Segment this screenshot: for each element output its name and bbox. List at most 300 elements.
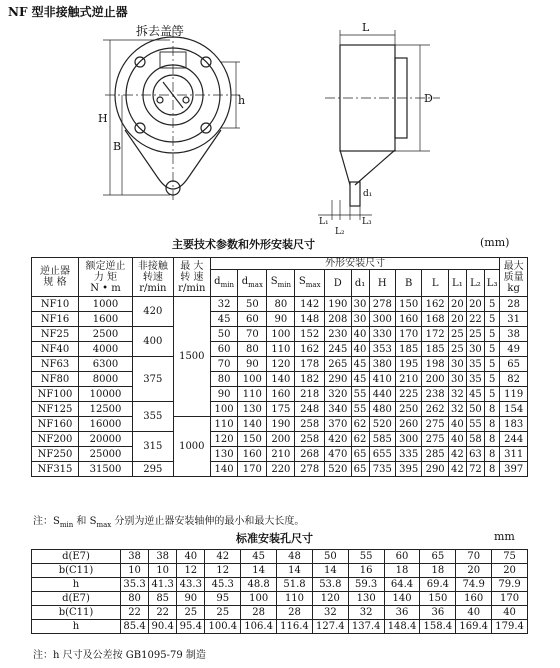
dim-cell: 140 [238,417,267,432]
header-dim-sub: min [220,280,234,289]
torque-cell: 20000 [79,432,133,447]
hole-cell: 75 [492,550,528,564]
torque-cell: 1600 [79,312,133,327]
dim-cell: 30 [448,357,466,372]
model-cell: NF16 [32,312,79,327]
hole-cell: 48 [277,550,313,564]
front-view [103,28,240,200]
hole-cell: 18 [384,564,420,578]
dim-cell: 185 [422,342,448,357]
dim-cell: 275 [422,432,448,447]
table-row [32,297,528,312]
model-cell: NF200 [32,432,79,447]
header-dim-main: L₂ [470,277,481,289]
header-dim-sub: min [277,280,291,289]
hole-cell: 50 [312,550,348,564]
mass-cell: 311 [500,447,528,462]
model-cell: NF125 [32,402,79,417]
dim-cell: 8 [484,462,499,477]
dim-cell: 32 [210,297,237,312]
dim-cell: 290 [325,372,351,387]
hole-row-label: d(E7) [32,550,121,564]
dim-cell: 170 [238,462,267,477]
dim-cell: 5 [484,387,499,402]
dim-cell: 5 [484,357,499,372]
side-view [318,30,440,220]
dim-cell: 35 [466,357,484,372]
mass-cell: 31 [500,312,528,327]
torque-cell: 16000 [79,417,133,432]
dim-cell: 25 [448,342,466,357]
header-torque-line: 力 矩 [93,271,118,283]
hole-cell: 25 [177,606,205,620]
dim-cell: 8 [484,402,499,417]
dim-cell: 655 [369,447,395,462]
header-noncontact-speed-line: r/min [139,282,167,294]
dim-cell: 225 [396,387,422,402]
header-dim-main: S [270,275,278,287]
dim-cell: 5 [484,342,499,357]
hole-cell: 169.4 [456,620,492,634]
dim-cell: 340 [325,402,351,417]
header-dim [295,270,325,297]
dim-cell: 35 [466,372,484,387]
dim-cell: 420 [325,432,351,447]
noncontact-speed-cell: 315 [132,432,173,462]
table-row [32,462,528,477]
table-row [32,387,528,402]
hole-cell: 28 [241,606,277,620]
dim-cell: 140 [210,462,237,477]
dim-cell: 200 [422,372,448,387]
hole-cell: 20 [492,564,528,578]
header-dim [369,270,395,297]
header-max-speed-line: 转 速 [180,271,204,283]
hole-cell: 74.9 [456,578,492,592]
torque-cell: 1000 [79,297,133,312]
header-dim [396,270,422,297]
hole-cell: 12 [205,564,241,578]
dim-cell: 45 [351,357,369,372]
hole-size-table [31,549,528,634]
dim-cell: 182 [295,372,325,387]
hole-row [32,550,528,564]
header-dim-main: B [405,277,413,289]
hole-cell: 25 [205,606,241,620]
dim-cell: 110 [238,387,267,402]
dim-cell: 20 [448,312,466,327]
hole-cell: 106.4 [241,620,277,634]
dim-cell: 150 [238,432,267,447]
hole-cell: 170 [492,592,528,606]
header-max-speed [173,258,210,297]
dim-cell: 80 [267,297,295,312]
hole-cell: 85 [149,592,177,606]
dim-cell: 25 [448,327,466,342]
hole-cell: 64.4 [384,578,420,592]
hole-row [32,606,528,620]
dim-cell: 190 [267,417,295,432]
hole-cell: 90.4 [149,620,177,634]
torque-cell: 6300 [79,357,133,372]
hole-cell: 16 [348,564,384,578]
dim-cell: 470 [325,447,351,462]
label-B: B [113,140,122,153]
dim-cell: 90 [238,357,267,372]
header-dim-main: L [431,277,439,289]
hole-row-label: d(E7) [32,592,121,606]
hole-cell: 35.3 [121,578,149,592]
dim-cell: 100 [267,327,295,342]
dim-cell: 440 [369,387,395,402]
header-dim-sub: max [248,280,263,289]
header-dim [210,270,237,297]
dim-cell: 100 [210,402,237,417]
noncontact-speed-cell: 295 [132,462,173,477]
hole-cell: 20 [456,564,492,578]
dim-cell: 70 [238,327,267,342]
dim-cell: 175 [267,402,295,417]
hole-cell: 127.4 [312,620,348,634]
mass-cell: 65 [500,357,528,372]
noncontact-speed-cell: 420 [132,297,173,327]
table-row [32,372,528,387]
torque-cell: 2500 [79,327,133,342]
hole-cell: 110 [277,592,313,606]
noncontact-speed-cell: 400 [132,327,173,357]
dim-cell: 8 [484,432,499,447]
dim-cell: 198 [422,357,448,372]
dim-cell: 260 [396,417,422,432]
hole-row-label: b(C11) [32,564,121,578]
dim-cell: 238 [422,387,448,402]
dim-cell: 152 [295,327,325,342]
hole-cell: 100.4 [205,620,241,634]
dim-cell: 120 [210,432,237,447]
dim-cell: 168 [422,312,448,327]
dim-cell: 8 [484,417,499,432]
dim-cell: 172 [422,327,448,342]
hole-row [32,592,528,606]
hole-cell: 12 [177,564,205,578]
model-cell: NF40 [32,342,79,357]
dim-cell: 410 [369,372,395,387]
dim-cell: 80 [210,372,237,387]
header-dim [325,270,351,297]
mass-cell: 82 [500,372,528,387]
dim-cell: 300 [396,432,422,447]
dim-cell: 353 [369,342,395,357]
table-row [32,357,528,372]
model-cell: NF10 [32,297,79,312]
header-dim-main: S [298,275,306,287]
hole-cell: 14 [312,564,348,578]
header-noncontact-speed [132,258,173,297]
hole-cell: 14 [241,564,277,578]
hole-row [32,578,528,592]
hole-cell: 41.3 [149,578,177,592]
hole-section-title: 标准安装孔尺寸 [236,532,313,545]
header-dim [267,270,295,297]
dim-cell: 185 [396,342,422,357]
hole-cell: 22 [149,606,177,620]
hole-cell: 45.3 [205,578,241,592]
hole-cell: 90 [177,592,205,606]
max-speed-cell: 1000 [173,417,210,477]
model-cell: NF315 [32,462,79,477]
hole-cell: 36 [420,606,456,620]
dim-cell: 162 [422,297,448,312]
hole-row [32,620,528,634]
dim-cell: 30 [351,297,369,312]
header-noncontact-speed-line: 转速 [142,271,163,283]
dim-cell: 285 [422,447,448,462]
remove-cover-note: 拆去盖等 [136,24,185,38]
dim-cell: 130 [238,402,267,417]
header-max-mass [500,258,528,297]
dim-cell: 258 [295,432,325,447]
dim-cell: 275 [422,417,448,432]
hole-cell: 85.4 [121,620,149,634]
main-spec-table [31,257,528,477]
dim-cell: 55 [351,402,369,417]
hole-cell: 40 [456,606,492,620]
torque-cell: 10000 [79,387,133,402]
dim-cell: 245 [325,342,351,357]
hole-cell: 65 [420,550,456,564]
dim-cell: 55 [351,387,369,402]
header-dim [466,270,484,297]
dim-cell: 395 [396,462,422,477]
header-dim [351,270,369,297]
hole-cell: 148.4 [384,620,420,634]
torque-cell: 31500 [79,462,133,477]
dim-cell: 218 [295,387,325,402]
hole-cell: 95.4 [177,620,205,634]
dim-cell: 380 [369,357,395,372]
table-row [32,327,528,342]
dim-cell: 195 [396,357,422,372]
dim-cell: 480 [369,402,395,417]
dim-cell: 130 [210,447,237,462]
hole-cell: 10 [149,564,177,578]
header-dim [238,270,267,297]
dim-cell: 80 [238,342,267,357]
dim-cell: 55 [466,417,484,432]
dim-cell: 300 [369,312,395,327]
dim-cell: 190 [325,297,351,312]
hole-cell: 40 [492,606,528,620]
header-row-1 [32,258,528,270]
dim-cell: 320 [325,387,351,402]
dim-cell: 148 [295,312,325,327]
dim-cell: 140 [267,372,295,387]
dim-cell: 250 [396,402,422,417]
hole-cell: 60 [384,550,420,564]
dim-cell: 42 [448,462,466,477]
dim-cell: 65 [351,462,369,477]
dim-cell: 100 [238,372,267,387]
hole-cell: 80 [121,592,149,606]
dim-cell: 30 [351,312,369,327]
label-L: L [362,21,370,34]
dim-cell: 335 [396,447,422,462]
mass-cell: 119 [500,387,528,402]
hole-row-label: h [32,620,121,634]
dim-cell: 60 [210,342,237,357]
table-row [32,342,528,357]
mass-cell: 244 [500,432,528,447]
noncontact-speed-cell: 355 [132,402,173,432]
page-title: NF 型非接触式逆止器 [8,5,128,19]
dim-cell: 63 [466,447,484,462]
hole-row-label: h [32,578,121,592]
dim-cell: 585 [369,432,395,447]
hole-cell: 32 [348,606,384,620]
hole-cell: 32 [312,606,348,620]
hole-cell: 140 [384,592,420,606]
noncontact-speed-cell: 375 [132,357,173,402]
dim-cell: 330 [369,327,395,342]
dim-cell: 65 [351,447,369,462]
header-dim [448,270,466,297]
dim-cell: 735 [369,462,395,477]
table-row [32,417,528,432]
header-model-line: 规 格 [43,277,67,288]
hole-cell: 158.4 [420,620,456,634]
dim-cell: 90 [210,387,237,402]
header-dim-main: D [333,277,342,289]
dim-cell: 50 [210,327,237,342]
dim-cell: 278 [295,462,325,477]
dim-cell: 110 [210,417,237,432]
dim-cell: 520 [325,462,351,477]
dim-cell: 120 [267,357,295,372]
dim-cell: 520 [369,417,395,432]
label-L1: L₁ [319,217,329,227]
table-row [32,447,528,462]
header-dim-main: L₃ [486,277,498,289]
dim-cell: 290 [422,462,448,477]
dim-cell: 5 [484,372,499,387]
hole-cell: 69.4 [420,578,456,592]
model-cell: NF100 [32,387,79,402]
mass-cell: 183 [500,417,528,432]
dim-cell: 60 [238,312,267,327]
table-row [32,312,528,327]
hole-cell: 40 [177,550,205,564]
dim-cell: 5 [484,312,499,327]
dim-cell: 265 [325,357,351,372]
mass-cell: 49 [500,342,528,357]
dim-cell: 210 [396,372,422,387]
dim-cell: 160 [267,387,295,402]
label-H: H [98,112,108,125]
mass-cell: 397 [500,462,528,477]
label-D: D [424,92,433,105]
dim-cell: 230 [325,327,351,342]
dim-cell: 5 [484,297,499,312]
hole-cell: 137.4 [348,620,384,634]
dim-cell: 178 [295,357,325,372]
dim-cell: 40 [448,432,466,447]
hole-section-unit: mm [494,530,515,543]
dim-cell: 62 [351,432,369,447]
main-section-title: 主要技术参数和外形安装尺寸 [172,238,315,251]
header-dim [484,270,499,297]
dim-cell: 32 [448,387,466,402]
dim-cell: 160 [396,312,422,327]
header-model-line: 逆止器 [40,266,71,277]
table-row [32,432,528,447]
dim-cell: 162 [295,342,325,357]
header-dim-main: d [214,275,221,287]
dim-cell: 8 [484,447,499,462]
dim-cell: 200 [267,432,295,447]
dim-cell: 62 [351,417,369,432]
header-dimensions-group: 外形安装尺寸 [210,258,499,270]
hole-cell: 45 [241,550,277,564]
dim-cell: 30 [448,372,466,387]
hole-cell: 59.3 [348,578,384,592]
dim-cell: 170 [396,327,422,342]
hole-cell: 22 [121,606,149,620]
dim-cell: 90 [267,312,295,327]
header-max-speed-line: r/min [178,282,206,294]
hole-cell: 43.3 [177,578,205,592]
header-max-mass-line: 质量 [503,271,524,283]
hole-cell: 38 [149,550,177,564]
label-h: h [238,94,246,107]
header-torque-line: N • m [90,282,121,294]
dim-cell: 70 [210,357,237,372]
dim-cell: 45 [466,387,484,402]
hole-cell: 116.4 [277,620,313,634]
dim-cell: 42 [448,447,466,462]
dim-cell: 5 [484,327,499,342]
dim-cell: 248 [295,402,325,417]
dim-cell: 370 [325,417,351,432]
hole-cell: 36 [384,606,420,620]
torque-cell: 8000 [79,372,133,387]
hole-cell: 100 [241,592,277,606]
hole-cell: 79.9 [492,578,528,592]
dim-cell: 160 [238,447,267,462]
mass-cell: 28 [500,297,528,312]
hole-cell: 38 [121,550,149,564]
header-max-mass-line: kg [507,282,520,294]
dim-cell: 50 [238,297,267,312]
hole-row-label: b(C11) [32,606,121,620]
header-noncontact-speed-line: 非接触 [137,260,168,272]
hole-cell: 55 [348,550,384,564]
dim-cell: 20 [466,297,484,312]
hole-cell: 10 [121,564,149,578]
dim-cell: 220 [267,462,295,477]
dim-cell: 58 [466,432,484,447]
header-dim-main: L₁ [452,277,463,289]
header-dim-main: d₁ [354,277,366,289]
hole-cell: 150 [420,592,456,606]
header-dim [422,270,448,297]
dim-cell: 268 [295,447,325,462]
header-model [32,258,79,297]
dim-cell: 110 [267,342,295,357]
mass-cell: 154 [500,402,528,417]
dim-cell: 45 [351,372,369,387]
label-L2: L₂ [335,227,345,237]
header-max-speed-line: 最 大 [180,260,204,272]
